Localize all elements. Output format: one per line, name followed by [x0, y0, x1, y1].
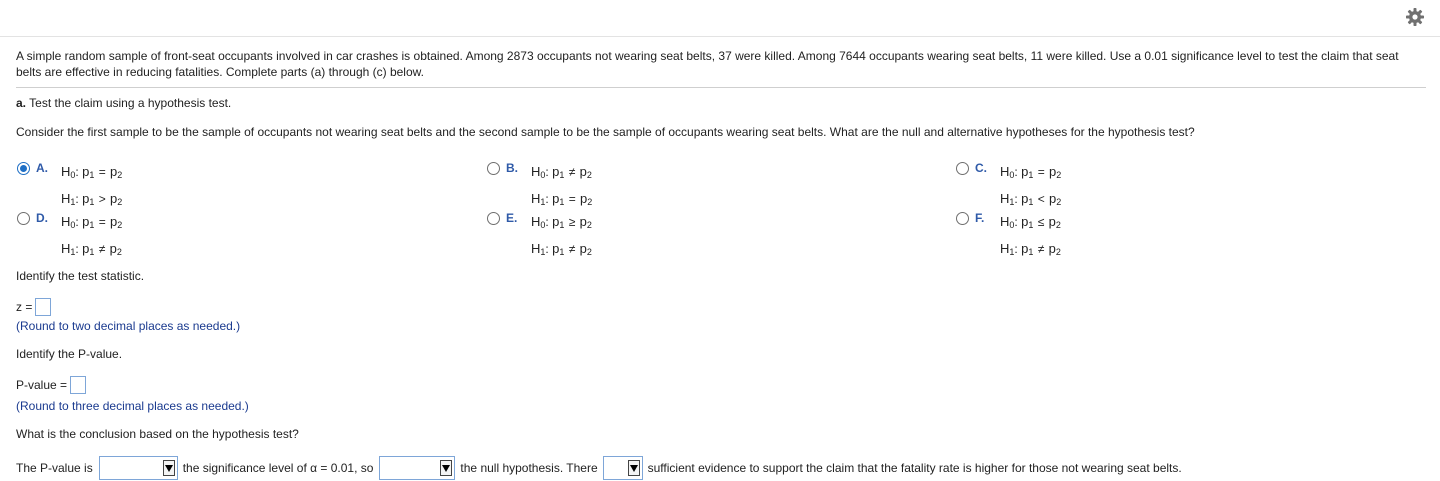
- p-subscript: 1: [1028, 220, 1034, 230]
- relation-operator: ≠: [568, 165, 576, 179]
- colon: :: [545, 242, 549, 256]
- p-symbol: p: [579, 164, 587, 179]
- relation-operator: =: [568, 192, 576, 206]
- p-symbol: p: [82, 164, 90, 179]
- hypotheses: [61, 160, 122, 214]
- relation-operator: =: [98, 165, 106, 179]
- h-subscript: 0: [1009, 220, 1015, 230]
- chevron-down-icon: [628, 460, 640, 476]
- p-subscript: 1: [559, 247, 565, 257]
- p-symbol: p: [1048, 214, 1056, 229]
- option-letter: D.: [36, 211, 48, 225]
- null-hypothesis: [531, 160, 592, 187]
- part-a-text: Test the claim using a hypothesis test.: [29, 96, 232, 110]
- p-value-rounding-hint: (Round to three decimal places as needed.): [16, 399, 249, 413]
- option-letter: F.: [975, 211, 985, 225]
- h-subscript: 0: [540, 220, 546, 230]
- colon: :: [75, 165, 79, 179]
- h-symbol: H: [61, 241, 71, 256]
- option-letter: A.: [36, 161, 48, 175]
- relation-operator: >: [98, 192, 106, 206]
- alternative-hypothesis: [1000, 237, 1061, 264]
- problem-statement: A simple random sample of front-seat occupants involved in car crashes is obtained. Among 2873 occupants not wearing seat belts, 37 were killed. Among 7644 occupants wearing seat belts, 11 were killed. Use a 0.01 significance level to test the claim that seat belts are effective in reducing fatalities. Complete parts (a) through (c) below.: [16, 49, 1399, 79]
- test-statistic-row: [16, 298, 51, 316]
- p-subscript: 2: [586, 247, 592, 257]
- section-divider: [16, 87, 1426, 88]
- relation-operator: <: [1037, 192, 1045, 206]
- colon: :: [1014, 215, 1018, 229]
- radio-button[interactable]: [17, 212, 30, 225]
- p-symbol: p: [82, 191, 90, 206]
- p-symbol: p: [109, 241, 117, 256]
- h-subscript: 1: [540, 197, 546, 207]
- p-subscript: 2: [117, 197, 123, 207]
- p-value-prompt: Identify the P-value.: [16, 347, 123, 361]
- z-rounding-hint: (Round to two decimal places as needed.): [16, 319, 241, 333]
- conclusion-text-4: sufficient evidence to support the claim that the fatality rate is higher for those not wearing seat belts.: [647, 461, 1182, 475]
- p-subscript: 2: [1055, 247, 1061, 257]
- relation-operator: ≠: [1037, 242, 1045, 256]
- radio-button[interactable]: [487, 212, 500, 225]
- p-subscript: 1: [1028, 247, 1034, 257]
- h-symbol: H: [531, 241, 541, 256]
- colon: :: [75, 192, 79, 206]
- radio-button[interactable]: [17, 162, 30, 175]
- p-symbol: p: [1021, 214, 1029, 229]
- colon: :: [545, 215, 549, 229]
- chevron-down-icon: [440, 460, 452, 476]
- p-subscript: 1: [1028, 170, 1034, 180]
- colon: :: [1014, 165, 1018, 179]
- p-symbol: p: [1021, 191, 1029, 206]
- conclusion-text-1: The P-value is: [16, 461, 93, 475]
- hypotheses: [1000, 160, 1061, 214]
- hypotheses-question: Consider the first sample to be the sample of occupants not wearing seat belts and the second sample to be the sample of occupants wearing seat belts. What are the null and alternative hypotheses for the hypothesis test?: [16, 125, 1195, 139]
- option-d[interactable]: [17, 210, 122, 264]
- p-symbol: p: [110, 191, 118, 206]
- h-symbol: H: [1000, 214, 1010, 229]
- p-symbol: p: [552, 214, 560, 229]
- p-value-row: [16, 376, 86, 394]
- relation-operator: ≠: [98, 242, 106, 256]
- h-subscript: 1: [1009, 247, 1015, 257]
- p-subscript: 1: [89, 220, 95, 230]
- relation-operator: ≥: [568, 215, 576, 229]
- h-symbol: H: [531, 214, 541, 229]
- p-subscript: 1: [89, 247, 95, 257]
- gear-icon[interactable]: [1405, 7, 1425, 27]
- p-subscript: 2: [587, 197, 593, 207]
- p-symbol: p: [110, 164, 118, 179]
- h-subscript: 1: [1009, 197, 1015, 207]
- relation-operator: =: [1037, 165, 1045, 179]
- hypotheses: [61, 210, 122, 264]
- relation-operator: ≠: [568, 242, 576, 256]
- option-a[interactable]: [17, 160, 122, 214]
- option-letter: C.: [975, 161, 987, 175]
- h-subscript: 1: [70, 247, 76, 257]
- p-subscript: 2: [1056, 170, 1062, 180]
- p-symbol: p: [1049, 191, 1057, 206]
- null-hypothesis: [61, 210, 122, 237]
- p-symbol: p: [579, 241, 587, 256]
- p-subscript: 1: [559, 220, 565, 230]
- conclusion-text-3: the null hypothesis. There: [460, 461, 598, 475]
- h-symbol: H: [531, 191, 541, 206]
- colon: :: [545, 165, 549, 179]
- p-subscript: 2: [586, 220, 592, 230]
- h-symbol: H: [61, 214, 71, 229]
- option-letter: E.: [506, 211, 518, 225]
- p-subscript: 2: [586, 170, 592, 180]
- p-subscript: 1: [89, 197, 95, 207]
- colon: :: [75, 242, 79, 256]
- p-symbol: p: [110, 214, 118, 229]
- p-symbol: p: [1048, 241, 1056, 256]
- hypotheses: [531, 210, 592, 264]
- relation-operator: ≤: [1037, 215, 1045, 229]
- option-b[interactable]: [487, 160, 592, 214]
- h-symbol: H: [1000, 191, 1010, 206]
- h-subscript: 0: [70, 170, 76, 180]
- pvalue-comparison-select[interactable]: [99, 456, 178, 480]
- null-hypothesis: [1000, 160, 1061, 187]
- p-symbol: p: [1021, 241, 1029, 256]
- chevron-down-icon: [163, 460, 175, 476]
- part-a-heading: [16, 95, 231, 111]
- p-symbol: p: [580, 191, 588, 206]
- p-subscript: 1: [89, 170, 95, 180]
- relation-operator: =: [98, 215, 106, 229]
- radio-button[interactable]: [487, 162, 500, 175]
- part-a-label: a.: [16, 96, 27, 110]
- conclusion-sentence: [16, 456, 1182, 480]
- p-subscript: 1: [559, 197, 565, 207]
- p-symbol: p: [552, 241, 560, 256]
- colon: :: [1014, 242, 1018, 256]
- null-decision-select[interactable]: [379, 456, 455, 480]
- alternative-hypothesis: [531, 237, 592, 264]
- z-label: z =: [16, 300, 33, 314]
- p-subscript: 1: [1028, 197, 1034, 207]
- option-letter: B.: [506, 161, 518, 175]
- h-subscript: 0: [540, 170, 546, 180]
- p-value-input[interactable]: [70, 376, 86, 394]
- h-symbol: H: [61, 191, 71, 206]
- colon: :: [545, 192, 549, 206]
- header-divider: [0, 36, 1440, 37]
- conclusion-text-2: the significance level of α = 0.01, so: [182, 461, 374, 475]
- alternative-hypothesis: [61, 237, 122, 264]
- p-subscript: 2: [116, 247, 122, 257]
- colon: :: [75, 215, 79, 229]
- evidence-select[interactable]: [603, 456, 643, 480]
- h-symbol: H: [1000, 164, 1010, 179]
- p-symbol: p: [552, 191, 560, 206]
- p-symbol: p: [1049, 164, 1057, 179]
- p-subscript: 2: [117, 220, 123, 230]
- test-statistic-prompt: Identify the test statistic.: [16, 269, 145, 283]
- hypotheses: [1000, 210, 1061, 264]
- null-hypothesis: [61, 160, 122, 187]
- h-subscript: 0: [1009, 170, 1015, 180]
- p-symbol: p: [1021, 164, 1029, 179]
- p-symbol: p: [552, 164, 560, 179]
- p-subscript: 2: [1056, 197, 1062, 207]
- p-symbol: p: [579, 214, 587, 229]
- option-c[interactable]: [956, 160, 1061, 214]
- h-symbol: H: [531, 164, 541, 179]
- radio-button[interactable]: [956, 212, 969, 225]
- p-subscript: 2: [117, 170, 123, 180]
- option-f[interactable]: [956, 210, 1061, 264]
- null-hypothesis: [531, 210, 592, 237]
- p-subscript: 1: [559, 170, 565, 180]
- radio-button[interactable]: [956, 162, 969, 175]
- p-value-label: P-value =: [16, 378, 68, 392]
- h-subscript: 0: [70, 220, 76, 230]
- option-e[interactable]: [487, 210, 592, 264]
- p-symbol: p: [82, 241, 90, 256]
- colon: :: [1014, 192, 1018, 206]
- h-subscript: 1: [70, 197, 76, 207]
- h-symbol: H: [61, 164, 71, 179]
- p-symbol: p: [82, 214, 90, 229]
- conclusion-prompt: What is the conclusion based on the hypothesis test?: [16, 427, 299, 441]
- null-hypothesis: [1000, 210, 1061, 237]
- p-subscript: 2: [1055, 220, 1061, 230]
- h-symbol: H: [1000, 241, 1010, 256]
- hypotheses: [531, 160, 592, 214]
- h-subscript: 1: [540, 247, 546, 257]
- z-input[interactable]: [35, 298, 51, 316]
